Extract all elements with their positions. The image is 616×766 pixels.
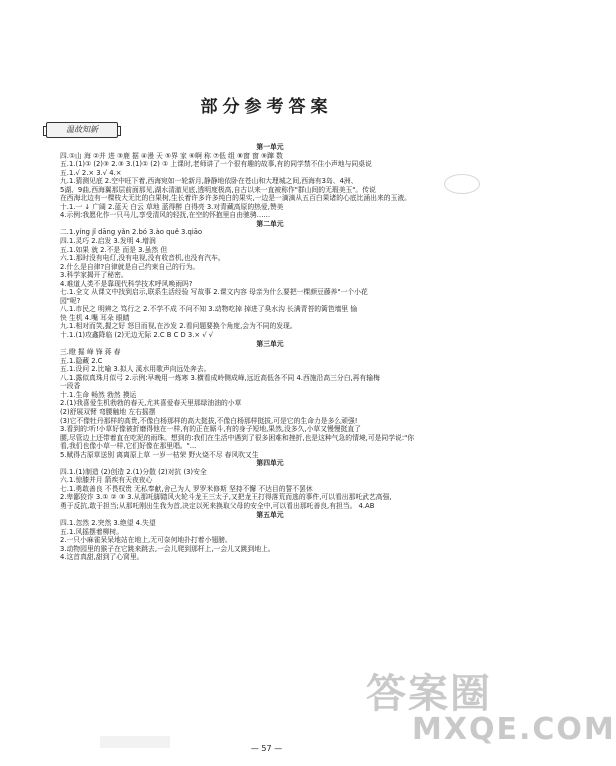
section-badge: 温故知新: [46, 122, 118, 138]
answer-line: 5.赋得古原草送别 离离原上草 一岁一枯荣 野火烧不尽 春风吹又生: [60, 450, 259, 459]
answer-line: 八.1.市民之 明辨之 笃行之 2.不学不成 不问不知 3.动物吃掉 掉进了臭水沟 长满青苔的篱笆墙里 愉: [60, 305, 358, 314]
watermark-url: MXQE.COM: [412, 712, 616, 747]
answer-line: 勇于反抗,敢于担当;从那吒刚出生我为首,决定以死来换取父母的安全中,可以看出那吒善良,有担当。 4.AB: [60, 501, 375, 510]
answer-line: 六.1.那时没有电灯,没有电视,没有收音机,也没有汽车。: [60, 254, 225, 263]
answer-line: 八.1.露似真珠月似弓 2.示例:早晚用一炼寒 3.横看成岭侧成峰,远近高低各不同 4.西施沿高三分白,再有输梅: [60, 373, 380, 382]
answer-line: 十.1.生命 畅然 勃然 摸运: [60, 390, 137, 399]
answer-line: 二.1.yíng jǐ dāng yǎn 2.bó 3.ào quě 3.qiāo: [60, 228, 203, 237]
answer-line: 2.什么是自律?自律就是自己约束自己的行为。: [60, 262, 200, 271]
unit-heading: 第四单元: [256, 459, 284, 468]
answer-line: 园"呢?: [60, 296, 81, 305]
answer-line: 四.1.灵巧 2.启发 3.发明 4.增润: [60, 237, 156, 246]
answer-line: 2.一只小麻雀呆呆地站在地上,无可奈何地扑打着小翅膀。: [60, 536, 232, 545]
page-number: — 57 —: [250, 744, 283, 753]
answer-line: 4.难道人类不是靠现代科学技术呼风唤雨吗?: [60, 279, 193, 288]
unit-heading: 第五单元: [256, 510, 284, 519]
answer-line: 五.1.(1)① (2)③ 2.③ 3.(1)① (2) ① 上课时,老师讲了一个很有趣的故事,有的同学禁不住小声地与同桌说: [60, 160, 372, 169]
answer-line: 七.1.勇敢善良 不畏权贵 无私奉献,舍己为人 罗罗米修斯 坚持不懈 不达目的誓不罢休: [60, 484, 313, 493]
answer-line: (2)舒展双臂 弯腰触地 左右摇摆: [60, 407, 156, 416]
answer-line: 五.1.如果 就 2.不是 而是 3.虽然 但: [60, 245, 168, 254]
answer-content: [60, 143, 480, 562]
answer-line: 腰,尽管边上还带着直在吃泥的雨珠。想到的:我们在生活中遇到了很多困难和挫折,也是这种气急的情境,可是同学说:"你: [60, 433, 415, 442]
answer-line: 一段香: [60, 382, 81, 391]
answer-line: 2.卑鄙狡诈 3.① ② ③ 3.从那吒脚踏风火轮斗龙王三太子,又把龙王打得落荒而逃的事件,可以看出那吒武艺高强,: [60, 493, 392, 502]
answer-line: 快 生机 4.嘴 耳朵 眼睛: [60, 313, 130, 322]
answer-line: 3.动物园里的猴子在它跳来跳去,一会儿爬到那杆上,一会儿又跳到地上。: [60, 544, 275, 553]
answer-line: 看,我们也像小草一样,它们好像在那里唱。"...: [60, 442, 197, 451]
answer-line: 5湖、9曲,西海翼那层前面那见,湖水清澈见底,透明度极高,自古以来一直被称作"群山间的无瑕美玉"。传说: [60, 185, 376, 194]
answer-line: 六.1.惊膝并月 箭疾有天夜夜心: [60, 476, 153, 485]
answer-line: 五.1.风摇摆着柳树。: [60, 527, 124, 536]
answer-line: 在西海北边有一棵枝大无比的白果树,生长着许多许多纯白的果实,一边是一滴滴从五百白果诸的心底比涌出来的玉液。: [60, 194, 411, 203]
answer-line: 四.1.(1)制造 (2)创造 2.(1)分散 (2)对抗 (3)安全: [60, 467, 207, 476]
answer-line: 三.瞪 掘 峰 锋 蒋 春: [60, 348, 121, 357]
answer-line: 3.看到的:听!小草好像被折磨得他在一样,有的正在厮斗,有的身子短地,果然,没多久,小草又慢慢挺直了: [60, 425, 361, 434]
unit-heading: 第二单元: [256, 219, 284, 228]
answer-line: 七.1.全文 从课文中找到启示,联系生活经验 写故事 2.课文内容 母亲为什么要把一棵颜豆藤养"一个小花: [60, 288, 368, 297]
answer-line: 2.(1)我喜爱生机勃勃的春天,尤其喜爱春天里那绿油油的小草: [60, 399, 242, 408]
answer-line: 四.1.忽然 2.突然 3.绝望 4.失望: [60, 519, 156, 528]
answer-line: 4.这首真甜,甜到了心窝里。: [60, 553, 144, 562]
answer-line: 3.科学家揭开了秘密。: [60, 271, 128, 280]
answer-line: 十.1.(1)攻鑫降临 (2)无边无际 2.C B C D 3.× √ √: [60, 331, 214, 340]
watermark-logo: 答案圈: [366, 671, 492, 717]
answer-line: 九.1.猜测见底 2.空中旺下着,西海宛如一轮新月,静静地依卧在苍山和大理城之间,西海有3岛、4洲、: [60, 177, 358, 186]
answer-line: 4.示例:我愿化作一只马儿,享受清风的轻抚,在空的怀抱里自由驰骋……: [60, 211, 271, 220]
unit-heading: 第一单元: [256, 143, 284, 151]
answer-line: 九.1.相对而笑,握之好 怒目而视,在沙发 2.看问题要换个角度,会为不同的发现。: [60, 322, 297, 331]
answer-line: 四.①山 海 ②并 进 ③鹿 据 ④漫 天 ⑤界 家 ⑥啊 称 ⑦低 组 ⑧窗 窗 ⑨蹿 数: [60, 151, 283, 160]
answer-line: 十.1.一 ↓ 广阔 2.蓝天 白云 草地 蓝得醉 白得亮 3.对青藏高原的热爱,赞美: [60, 202, 284, 211]
answer-line: 五.1.设问 2.比喻 3.拟人 溪水用歌声向远处奔去。: [60, 365, 211, 374]
answer-line: 五.1.隐藏 2.C: [60, 356, 103, 365]
answer-line: (3)它不像牡丹那样的高贵,不像白杨那样的高大挺拔,不像白杨那样挺拔,可是它的生命力是多么顽强!: [60, 416, 358, 425]
page-title: 部分参考答案: [200, 97, 333, 117]
unit-heading: 第三单元: [256, 339, 284, 348]
answer-line: 五.1.√ 2.× 3.√ 4.×: [60, 168, 122, 177]
